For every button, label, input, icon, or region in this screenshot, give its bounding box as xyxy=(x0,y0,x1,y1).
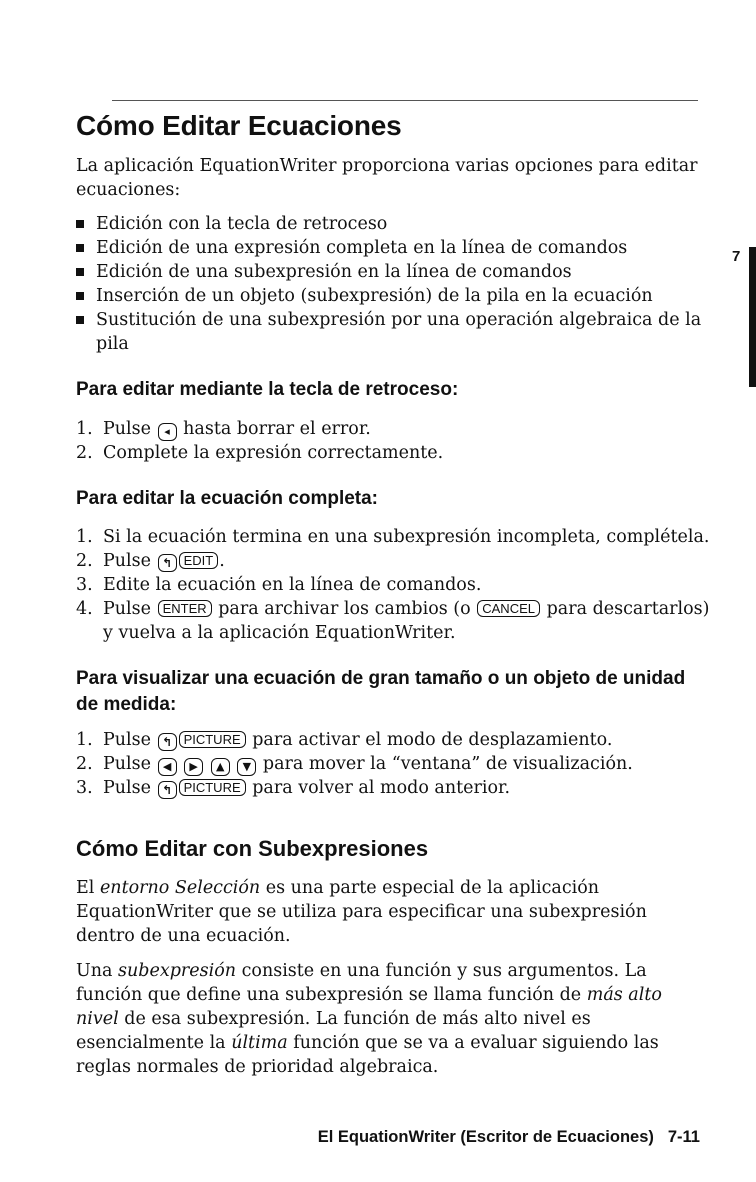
list-item: 2. Pulse ↰ EDIT . xyxy=(76,551,225,571)
list-item: 2. Pulse ◀ ▶ ▲ ▼ para mover la “ventana” de visualización. xyxy=(76,754,633,774)
edit-key: EDIT xyxy=(179,552,219,569)
full-edit-steps xyxy=(76,525,716,645)
left-arrow-key-icon: ◀ xyxy=(158,758,177,776)
page-number: 7-11 xyxy=(667,1128,700,1146)
cancel-key: CANCEL xyxy=(477,600,540,617)
left-shift-key-icon: ↰ xyxy=(158,554,177,572)
top-rule xyxy=(112,100,698,101)
bullet-square xyxy=(76,244,84,252)
chapter-tab: 7 xyxy=(732,248,741,265)
view-large-heading: Para visualizar una ecuación de gran tamaño o un objeto de unidad de medida: xyxy=(76,668,686,715)
list-item: 2. Complete la expresión correctamente. xyxy=(76,443,444,463)
page-footer xyxy=(318,1128,700,1147)
intro-paragraph: La aplicación EquationWriter proporciona varias opciones para editar ecuaciones: xyxy=(76,156,698,200)
left-shift-key-icon: ↰ xyxy=(158,733,177,751)
view-large-steps xyxy=(76,728,716,800)
list-item: Inserción de un objeto (subexpresión) de la pila en la ecuación xyxy=(76,284,706,308)
right-arrow-key-icon: ▶ xyxy=(184,758,203,776)
bullet-square xyxy=(76,292,84,300)
list-item: 4. Pulse ENTER para archivar los cambios (o CANCEL para descartarlos) y vuelva a la aplicación EquationWriter. xyxy=(76,599,710,643)
list-item: Edición de una subexpresión en la línea de comandos xyxy=(76,260,706,284)
left-shift-key-icon: ↰ xyxy=(158,781,177,799)
list-item: 1. Si la ecuación termina en una subexpresión incompleta, complétela. xyxy=(76,527,710,547)
list-item: 1. Pulse ↰ PICTURE para activar el modo de desplazamiento. xyxy=(76,730,613,750)
footer-title: El EquationWriter (Escritor de Ecuaciones) xyxy=(317,1128,654,1146)
chapter-bar xyxy=(749,247,756,387)
picture-key: PICTURE xyxy=(179,731,246,748)
list-item: Edición de una expresión completa en la línea de comandos xyxy=(76,236,706,260)
list-item: 1. Pulse ◂ hasta borrar el error. xyxy=(76,419,371,439)
paragraph: Una subexpresión consiste en una función y sus argumentos. La función que define una subexpresión se llama función de más alto nivel de esa subexpresión. La función de más alto nivel es esencialmente la última función que se va a evaluar siguiendo las reglas normales de prioridad algebraica. xyxy=(76,961,662,1077)
edit-options-list xyxy=(76,212,706,356)
down-arrow-key-icon: ▼ xyxy=(237,758,256,776)
section-title: Cómo Editar con Subexpresiones xyxy=(76,836,429,861)
bullet-square xyxy=(76,220,84,228)
backspace-heading: Para editar mediante la tecla de retroceso: xyxy=(76,379,459,400)
full-edit-heading: Para editar la ecuación completa: xyxy=(76,488,379,509)
enter-key: ENTER xyxy=(158,600,212,617)
section-title: Cómo Editar Ecuaciones xyxy=(76,110,402,141)
list-item: 3. Edite la ecuación en la línea de comandos. xyxy=(76,575,482,595)
bullet-square xyxy=(76,316,84,324)
list-item: 3. Pulse ↰ PICTURE para volver al modo anterior. xyxy=(76,778,511,798)
backspace-steps xyxy=(76,417,716,465)
list-item: Sustitución de una subexpresión por una operación algebraica de la pila xyxy=(76,308,706,356)
up-arrow-key-icon: ▲ xyxy=(211,758,230,776)
paragraph: El entorno Selección es una parte especial de la aplicación EquationWriter que se utiliza para especificar una subexpresión dentro de una ecuación. xyxy=(76,878,647,946)
backspace-key-icon: ◂ xyxy=(158,423,177,441)
picture-key: PICTURE xyxy=(179,779,246,796)
bullet-square xyxy=(76,268,84,276)
list-item: Edición con la tecla de retroceso xyxy=(76,212,706,236)
